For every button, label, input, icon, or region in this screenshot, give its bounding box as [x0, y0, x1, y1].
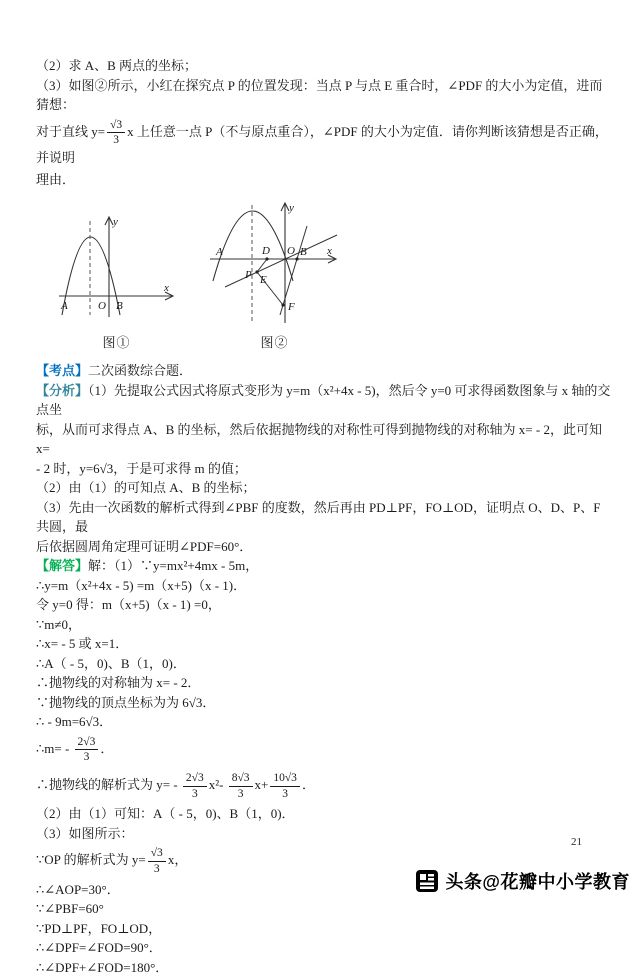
document-content — [36, 56, 612, 977]
fig2-label-x: x — [327, 245, 332, 258]
doc-line — [36, 938, 612, 958]
text-run: ∴ - 9m=6√3． — [36, 714, 113, 730]
fig2-label-p: P — [245, 269, 252, 282]
figures-row — [54, 197, 612, 351]
point-d-dot — [265, 258, 268, 261]
fig1-label-a: A — [61, 300, 68, 313]
text-run: ∴∠AOP=30°． — [36, 881, 120, 897]
doc-line — [36, 824, 612, 844]
text-run: （2）由（1）可知：A（ - 5，0)、B（1，0)． — [36, 806, 295, 822]
text-run: x 上任意一点 P（不与原点重合），∠PDF 的大小为定值．请你判断该猜想是否正确，并说明 — [36, 123, 608, 165]
fig2-label-e: E — [260, 274, 267, 287]
text-run: 二次函数综合题． — [88, 363, 193, 379]
doc-line — [36, 768, 612, 804]
text-run: 后依据圆周角定理可证明∠PDF=60°． — [36, 538, 253, 554]
doc-line — [36, 170, 612, 190]
doc-line — [36, 732, 612, 768]
doc-line — [36, 478, 612, 498]
figure-1 — [54, 211, 179, 351]
section-tag: 【分析】 — [36, 382, 89, 398]
line-op — [225, 235, 337, 287]
text-run: x+ — [254, 777, 269, 793]
text-run: ∵∠PBF=60° — [36, 901, 104, 917]
text-run: ∴y=m（x²+4x - 5) =m（x+5)（x - 1)． — [36, 577, 247, 593]
text-run: ∴抛物线的解析式为 y= - — [36, 777, 181, 793]
doc-line — [36, 537, 612, 557]
fig2-label-o: O — [287, 245, 295, 258]
text-run: ∴m= - — [36, 740, 73, 756]
text-run: x， — [167, 852, 188, 868]
parabola-curve — [62, 237, 120, 315]
figure-1-caption: 图① — [102, 335, 131, 351]
point-b-dot — [295, 258, 298, 261]
doc-line — [36, 654, 612, 674]
text-run: （2）求 A、B 两点的坐标； — [36, 58, 198, 73]
problem-statement — [36, 56, 612, 189]
text-run: ∵m≠0， — [36, 616, 82, 632]
doc-line — [36, 958, 612, 977]
fig2-label-d: D — [262, 245, 270, 258]
fraction: $\frac{√3}{3}$ — [107, 119, 125, 147]
text-run: 令 y=0 得：m（x+5)（x - 1) =0， — [36, 597, 221, 613]
fig1-label-b: B — [116, 300, 123, 313]
text-run: （2）由（1）的可知点 A、B 的坐标； — [36, 480, 256, 496]
text-run: ． — [100, 740, 114, 756]
page-number: 21 — [571, 836, 582, 848]
fraction: $\frac{√3}{3}$ — [148, 847, 166, 875]
doc-line — [36, 420, 612, 459]
doc-line — [36, 634, 612, 654]
doc-line — [36, 459, 612, 479]
point-e-dot — [255, 271, 258, 274]
text-run: 对于直线 y= — [36, 123, 106, 139]
text-run: （3）如图所示： — [36, 825, 134, 841]
toutiao-logo-icon — [415, 869, 439, 893]
fig2-label-a: A — [216, 246, 223, 259]
figure-2-caption: 图② — [260, 335, 289, 351]
fraction: $\frac{8√3}{3}$ — [229, 772, 253, 800]
doc-line — [36, 115, 612, 170]
text-run: ∵抛物线的顶点坐标为为 6√3． — [36, 694, 216, 710]
fig2-label-f: F — [288, 301, 295, 314]
figure-2 — [207, 197, 342, 351]
section-tag: 【解答】 — [36, 558, 89, 574]
text-run: 解：（1）∵y=mx²+4mx - 5m， — [88, 558, 259, 574]
figure-1-graph — [54, 211, 179, 329]
doc-line — [36, 712, 612, 732]
doc-line — [36, 899, 612, 919]
text-run: 标，从而可求得点 A、B 的坐标，然后依据抛物线的对称性可得到抛物线的对称轴为 x= - 2，此可知 x= — [36, 421, 606, 457]
doc-line — [36, 498, 612, 537]
fraction: $\frac{2√3}{3}$ — [75, 736, 99, 764]
doc-line — [36, 556, 612, 576]
doc-line — [36, 361, 612, 381]
text-run: ∴x= - 5 或 x=1． — [36, 636, 129, 652]
text-run: ∴抛物线的对称轴为 x= - 2． — [36, 675, 201, 691]
text-run: ∴A（ - 5，0)、B（1，0)． — [36, 655, 186, 671]
doc-line — [36, 693, 612, 713]
text-run: （1）先提取公式因式将原式变形为 y=m（x²+4x - 5)，然后令 y=0 可求得函数图象与 x 轴的交点坐 — [36, 382, 611, 418]
text-run: ∵PD⊥PF，FO⊥OD， — [36, 920, 162, 936]
text-run: ∴∠DPF+∠FOD=180°． — [36, 959, 169, 975]
fig1-label-x: x — [164, 282, 169, 295]
doc-line — [36, 56, 612, 76]
text-run: ∵OP 的解析式为 y= — [36, 852, 146, 868]
text-run: ． — [301, 777, 315, 793]
parabola-curve — [213, 211, 293, 281]
doc-line — [36, 673, 612, 693]
doc-line — [36, 381, 612, 420]
fig2-label-y: y — [289, 202, 294, 215]
doc-line — [36, 76, 612, 115]
watermark — [415, 868, 630, 894]
text-run: ∴∠DPF=∠FOD=90°． — [36, 940, 162, 956]
doc-line — [36, 595, 612, 615]
doc-line — [36, 615, 612, 635]
fraction: $\frac{10√3}{3}$ — [270, 772, 300, 800]
text-run: 理由． — [36, 171, 76, 187]
figure-2-graph — [207, 197, 342, 329]
doc-line — [36, 919, 612, 939]
fig1-label-y: y — [113, 216, 118, 229]
point-f-dot — [281, 304, 284, 307]
fig1-label-o: O — [98, 300, 106, 313]
section-tag: 【考点】 — [36, 363, 89, 379]
text-run: x²- — [208, 777, 227, 793]
watermark-text: 头条@花瓣中小学教育 — [445, 872, 630, 892]
fraction: $\frac{2√3}{3}$ — [183, 772, 207, 800]
fig2-label-b: B — [300, 246, 307, 259]
doc-line — [36, 576, 612, 596]
text-run: （3）先由一次函数的解析式得到∠PBF 的度数，然后再由 PD⊥PF，FO⊥OD，证明点 O、D、P、F 共圆，最 — [36, 499, 604, 535]
text-run: （3）如图②所示，小红在探究点 P 的位置发现：当点 P 与点 E 重合时，∠PDF 的大小为定值，进而猜想： — [36, 77, 603, 112]
doc-line — [36, 804, 612, 824]
text-run: - 2 时，y=6√3，于是可求得 m 的值； — [36, 460, 247, 476]
